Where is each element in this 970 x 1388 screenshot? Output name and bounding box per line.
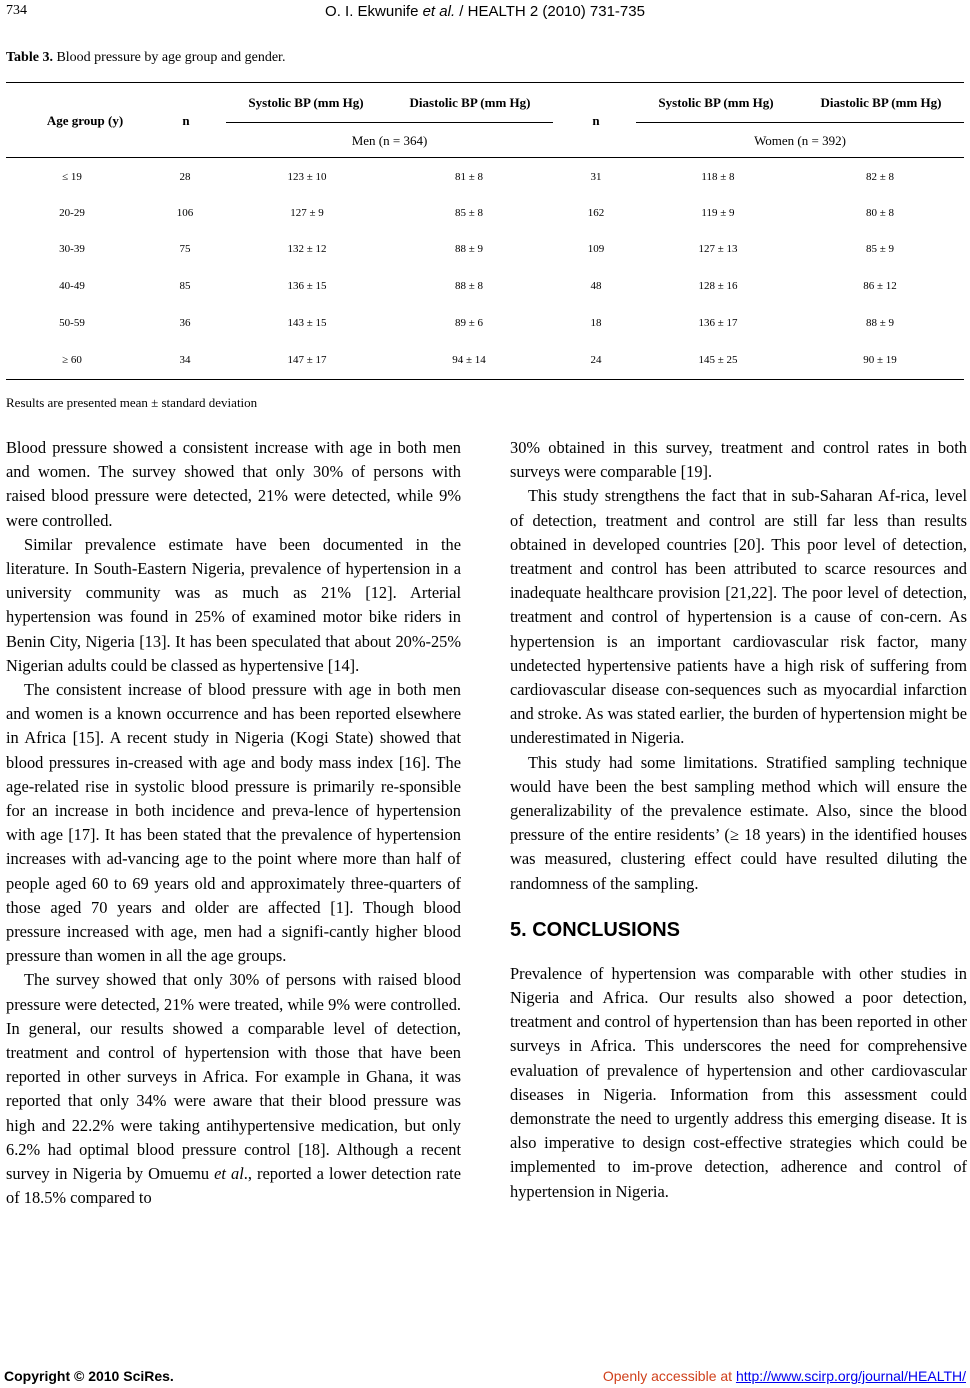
etal-italic: et al xyxy=(214,1164,244,1184)
page-number: 734 xyxy=(6,3,27,18)
cell-men-systolic: 123 ± 10 xyxy=(287,171,327,183)
cell-men-systolic: 132 ± 12 xyxy=(287,243,327,255)
cell-women-diastolic: 85 ± 9 xyxy=(865,243,895,255)
footer-copyright: Copyright © 2010 SciRes. xyxy=(4,1368,174,1384)
cell-men-systolic: 147 ± 17 xyxy=(287,354,327,366)
paragraph: Prevalence of hypertension was comparable with other studies in Nigeria and Africa. Our results also showed a poor detection, treatment and control of hypertension than has been reported in other surveys in Africa. This underscores the need for comprehensive evaluation of prevalence of hypertension and other cardiovascular diseases in Nigeria. Information from this assessment could demonstrate the need to urgently address this emerging disease. It is also imperative to design cost-effective strategies which could be implemented to im-prove detection, adherence and control of hypertension in Nigeria. xyxy=(510,963,967,1201)
running-head-etal: et al. xyxy=(422,3,456,20)
cell-age-group: ≥ 60 xyxy=(62,354,82,366)
cell-women-diastolic: 82 ± 8 xyxy=(865,171,895,183)
header-men-systolic: Systolic BP (mm Hg) xyxy=(248,95,364,110)
cell-women-n: 18 xyxy=(590,317,602,329)
header-women-group: Women (n = 392) xyxy=(754,133,846,148)
cell-women-systolic: 128 ± 16 xyxy=(698,280,738,292)
men-header-rule xyxy=(226,122,553,123)
section-heading: 5. CONCLUSIONS xyxy=(510,918,681,941)
cell-women-systolic: 145 ± 25 xyxy=(698,354,738,366)
cell-men-systolic: 136 ± 15 xyxy=(287,280,327,292)
cell-men-n: 75 xyxy=(179,243,191,255)
cell-men-systolic: 127 ± 9 xyxy=(290,207,324,219)
cell-age-group: 20-29 xyxy=(59,207,85,219)
cell-age-group: 50-59 xyxy=(59,317,85,329)
cell-women-n: 31 xyxy=(590,171,602,183)
cell-men-systolic: 143 ± 15 xyxy=(287,317,327,329)
header-men-n: n xyxy=(182,113,190,128)
paragraph: Blood pressure showed a consistent increase with age in both men and women. The survey showed that only 30% of persons with raised blood pressure were detected, 21% were detected, while 9% were controlled. xyxy=(6,438,461,530)
cell-men-n: 106 xyxy=(176,207,194,219)
cell-women-systolic: 136 ± 17 xyxy=(698,317,738,329)
table-header-bottom-rule xyxy=(6,157,964,158)
paragraph: 30% obtained in this survey, treatment and control rates in both surveys were comparable [19]. xyxy=(510,438,967,482)
header-women-diastolic: Diastolic BP (mm Hg) xyxy=(820,95,942,110)
cell-women-n: 162 xyxy=(587,207,605,219)
left-column xyxy=(6,436,461,1211)
table-bottom-rule xyxy=(6,379,964,380)
paragraph-text: The survey showed that only 30% of persons with raised blood pressure were detected, 21% were treated, while 9% were controlled. In general, our results showed a comparable level of detection, treatment and control of hypertension with those that have been reported in other surveys in Africa. For example in Ghana, it was reported that only 34% were aware that their blood pressure was high and 22.2% were taking antihypertensive medication, but only 6.2% had optimal blood pressure control [18]. Although a recent survey in Nigeria by Omuemu xyxy=(6,970,461,1184)
cell-women-diastolic: 80 ± 8 xyxy=(865,207,895,219)
paragraph: Similar prevalence estimate have been documented in the literature. In South-Eastern Nigeria, prevalence of hypertension in a university community was as much as 21% [12]. Arterial hypertension was found in 25% of examined motor bike riders in Benin City, Nigeria [13]. It has been speculated that about 20%-25% Nigerian adults could be classed as hypertensive [14]. xyxy=(6,534,461,675)
cell-men-n: 28 xyxy=(179,171,191,183)
cell-men-diastolic: 88 ± 8 xyxy=(454,280,484,292)
table-caption xyxy=(6,50,285,66)
cell-women-systolic: 119 ± 9 xyxy=(701,207,735,219)
paragraph-text: ., reported a lower detection rate of 18.5% compared to xyxy=(6,1164,461,1208)
journal-link[interactable]: http://www.scirp.org/journal/HEALTH/ xyxy=(735,1368,966,1384)
running-head xyxy=(0,3,970,20)
cell-age-group: 30-39 xyxy=(59,243,85,255)
header-women-n: n xyxy=(592,113,600,128)
table-top-rule xyxy=(6,82,964,83)
cell-men-diastolic: 88 ± 9 xyxy=(454,243,484,255)
cell-men-diastolic: 85 ± 8 xyxy=(454,207,484,219)
women-header-rule xyxy=(636,122,964,123)
paragraph: The consistent increase of blood pressure with age in both men and women is a known occurrence and has been reported elsewhere in Africa [15]. A recent study in Nigeria (Kogi State) showed that blood pressures in-creased with age and body mass index [16]. The age-related rise in systolic blood pressure is primarily re-sponsible for an increase in both incidence and preva-lence of hypertension with age [17]. It has been stated that the prevalence of hypertension increases with ad-vancing age to the point where more than half of people aged 60 to 69 years old and approximately three-quarters of those aged 70 years and older are affected [1]. Though blood pressure increased with age, men had a signifi-cantly higher blood pressure than women in all the age groups. xyxy=(6,680,461,966)
table-caption-label: Table 3. xyxy=(6,50,53,65)
cell-women-n: 48 xyxy=(590,280,602,292)
cell-men-n: 36 xyxy=(179,317,191,329)
cell-men-diastolic: 89 ± 6 xyxy=(454,317,484,329)
paragraph: This study had some limitations. Stratified sampling technique would have been the best sampling method which will ensure the generalizability of the prevalence estimate. Also, since the blood pressure of the entire residents’ (≥ 18 years) in the identified houses was measured, clustering effect could have resulted diluting the randomness of the sampling. xyxy=(510,752,967,893)
running-head-journal: / HEALTH 2 (2010) 731-735 xyxy=(455,3,645,20)
header-women-systolic: Systolic BP (mm Hg) xyxy=(658,95,774,110)
header-age-group: Age group (y) xyxy=(46,113,124,128)
footer-access-text: Openly accessible at xyxy=(602,1368,736,1384)
cell-women-diastolic: 86 ± 12 xyxy=(863,280,897,292)
table-caption-text: Blood pressure by age group and gender. xyxy=(52,50,286,65)
cell-women-n: 24 xyxy=(590,354,602,366)
paragraph xyxy=(6,968,461,1210)
cell-women-diastolic: 88 ± 9 xyxy=(865,317,895,329)
cell-men-n: 34 xyxy=(179,354,191,366)
cell-men-n: 85 xyxy=(179,280,191,292)
right-column xyxy=(510,436,967,1204)
cell-women-diastolic: 90 ± 19 xyxy=(863,354,897,366)
paragraph: This study strengthens the fact that in sub-Saharan Af-rica, level of detection, treatment and control are still far less than results obtained in developed countries [20]. This poor level of detection, treatment and control has been attributed to scarce resources and inadequate healthcare provision [21,22]. The poor level of detection, treatment and control of hypertension is a cause of con-cern. As hypertension is an important cardiovascular risk factor, many undetected hypertensive patients have a high risk of suffering from cardiovascular disease con-sequences such as myocardial infarction and stroke. As was stated earlier, the burden of hypertension might be underestimated in Nigeria. xyxy=(510,486,967,748)
header-men-group: Men (n = 364) xyxy=(351,133,428,148)
footer-access xyxy=(603,1368,966,1384)
cell-men-diastolic: 94 ± 14 xyxy=(452,354,486,366)
cell-age-group: 40-49 xyxy=(59,280,85,292)
cell-women-systolic: 127 ± 13 xyxy=(698,243,738,255)
table-footnote: Results are presented mean ± standard deviation xyxy=(6,395,258,410)
cell-age-group: ≤ 19 xyxy=(62,171,82,183)
running-head-authors: O. I. Ekwunife xyxy=(325,3,423,20)
cell-women-systolic: 118 ± 8 xyxy=(701,171,735,183)
cell-men-diastolic: 81 ± 8 xyxy=(454,171,484,183)
cell-women-n: 109 xyxy=(587,243,605,255)
header-men-diastolic: Diastolic BP (mm Hg) xyxy=(409,95,531,110)
